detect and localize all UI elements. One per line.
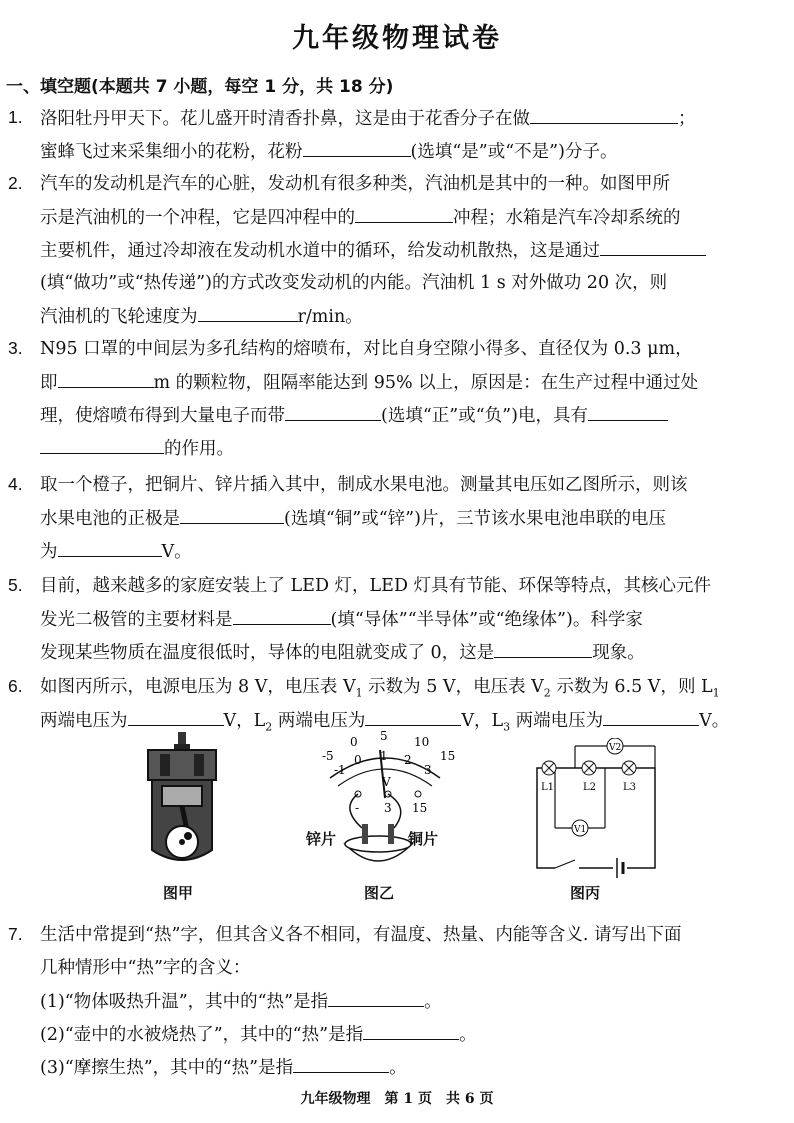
q1-text-2a: 蜜蜂飞过来采集细小的花粉，花粉 <box>40 142 303 162</box>
q7-line-1: 生活中常提到“热”字，但其含义各不相同，有温度、热量、内能等含义. 请写出下面 <box>40 925 682 945</box>
subscript: 2 <box>265 720 273 734</box>
q2-line-2 <box>40 205 681 230</box>
scale-label: 15 <box>440 749 456 763</box>
q3-line-1: N95 口罩的中间层为多孔结构的熔喷布，对比自身空隙小得多、直径仅为 0.3 μm， <box>40 339 693 359</box>
lamp-label: L2 <box>583 782 597 793</box>
voltmeter-v2-label: V2 <box>609 743 622 753</box>
q4-line-3 <box>40 539 192 564</box>
q5-text-3a: 发现某些物质在温度很低时，导体的电阻就变成了 0，这是 <box>40 643 495 663</box>
q3-text-4b: 的作用。 <box>164 439 234 459</box>
answer-blank[interactable] <box>58 539 162 557</box>
q3-text-2b: m 的颗粒物，阻隔率能达到 95% 以上，原因是：在生产过程中通过处 <box>153 373 699 393</box>
answer-blank[interactable] <box>180 506 284 524</box>
answer-blank[interactable] <box>600 238 706 256</box>
answer-blank[interactable] <box>365 708 461 726</box>
answer-blank[interactable] <box>293 1055 389 1073</box>
scale-label: 0 <box>354 753 362 767</box>
q3-text-3b: (选填“正”或“负”)电，具有 <box>381 406 588 426</box>
q7-sub-3 <box>40 1055 407 1080</box>
question-number-2: 2. <box>8 173 23 193</box>
subscript: 1 <box>712 686 720 700</box>
question-number-4: 4. <box>8 474 23 494</box>
answer-blank[interactable] <box>198 304 298 322</box>
q2-text-5a: 汽油机的飞轮速度为 <box>40 307 198 327</box>
section-heading: 一、填空题(本题共 7 小题，每空 1 分，共 18 分) <box>6 77 394 97</box>
circuit-figure <box>525 738 665 878</box>
q3-text-2a: 即 <box>40 373 58 393</box>
q5-line-3 <box>40 640 645 665</box>
q1-text-1a: 洛阳牡丹甲天下。花儿盛开时清香扑鼻，这是由于花香分子在做 <box>40 109 530 129</box>
scale-label: -5 <box>322 749 334 763</box>
q4-text-2b: (选填“铜”或“锌”)片，三节该水果电池串联的电压 <box>284 509 666 529</box>
answer-blank[interactable] <box>530 106 678 124</box>
q3-line-2 <box>40 370 698 395</box>
answer-blank[interactable] <box>588 403 668 421</box>
figure-caption-bing: 图丙 <box>570 884 601 902</box>
page-footer: 九年级物理 第 1 页 共 6 页 <box>300 1091 494 1107</box>
q7-end: 。 <box>459 1025 477 1045</box>
q2-line-1: 汽车的发动机是汽车的心脏，发动机有很多种类，汽油机是其中的一种。如图甲所 <box>40 174 670 194</box>
terminal-label: 15 <box>412 801 428 815</box>
scale-label: 5 <box>380 729 388 743</box>
q7-end: 。 <box>389 1058 407 1078</box>
q1-text-1b: ； <box>678 109 696 129</box>
terminal-label: 3 <box>384 801 392 815</box>
q6-text-2a: 两端电压为 <box>40 711 128 731</box>
q6-text-2c: 两端电压为 <box>272 711 366 731</box>
scale-label: 3 <box>424 763 432 777</box>
answer-blank[interactable] <box>603 708 699 726</box>
q6-text-2d: V，L <box>461 711 504 731</box>
q2-text-2b: 冲程；水箱是汽车冷却系统的 <box>453 208 681 228</box>
voltmeter-figure <box>300 728 470 878</box>
engine-figure <box>130 730 240 872</box>
q6-text-2f: V。 <box>699 711 730 731</box>
q7-sub-2 <box>40 1022 477 1047</box>
q2-line-4: (填“做功”或“热传递”)的方式改变发动机的内能。汽油机 1 s 对外做功 20 次，则 <box>40 273 668 293</box>
answer-blank[interactable] <box>494 640 592 658</box>
q5-line-1: 目前，越来越多的家庭安装上了 LED 灯，LED 灯具有节能、环保等特点，其核心元件 <box>40 576 712 596</box>
voltmeter-v1-label: V1 <box>574 825 587 835</box>
q7-sub-1-text: (1)“物体吸热升温”，其中的“热”是指 <box>40 992 329 1012</box>
q3-line-3 <box>40 403 668 428</box>
q6-text-1b: 示数为 5 V，电压表 V <box>362 677 544 697</box>
voltmeter-label: V <box>382 775 391 789</box>
q1-line-2 <box>40 139 617 164</box>
scale-label: 0 <box>350 735 358 749</box>
q2-line-5 <box>40 304 363 329</box>
subscript: 1 <box>355 686 363 700</box>
q6-line-1 <box>40 675 720 706</box>
q3-line-4 <box>40 436 234 461</box>
q5-text-3b: 现象。 <box>592 643 645 663</box>
answer-blank[interactable] <box>355 205 453 223</box>
scale-label: 2 <box>404 753 412 767</box>
q4-line-2 <box>40 506 666 531</box>
q6-text-1a: 如图丙所示，电源电压为 8 V，电压表 V <box>40 677 356 697</box>
lamp-label: L3 <box>623 782 637 793</box>
q6-text-1c: 示数为 6.5 V，则 L <box>550 677 713 697</box>
scale-label: 10 <box>414 735 430 749</box>
q7-end: 。 <box>424 992 442 1012</box>
q4-text-3b: V。 <box>161 542 192 562</box>
answer-blank[interactable] <box>328 989 424 1007</box>
q5-line-2 <box>40 607 643 632</box>
question-number-5: 5. <box>8 575 23 595</box>
figure-caption-jia: 图甲 <box>163 884 194 902</box>
q2-text-5b: r/min。 <box>297 307 363 327</box>
q1-text-2b: (选填“是”或“不是”)分子。 <box>410 142 618 162</box>
q2-text-2a: 示是汽油机的一个冲程，它是四冲程中的 <box>40 208 355 228</box>
scale-label: -1 <box>334 763 346 777</box>
q2-text-3a: 主要机件，通过冷却液在发动机水道中的循环，给发动机散热，这是通过 <box>40 241 600 261</box>
answer-blank[interactable] <box>233 607 331 625</box>
answer-blank[interactable] <box>363 1022 459 1040</box>
subscript: 2 <box>543 686 551 700</box>
answer-blank[interactable] <box>303 139 411 157</box>
question-number-1: 1. <box>8 107 23 127</box>
q7-line-2: 几种情形中“热”字的含义： <box>40 958 251 978</box>
q5-text-2a: 发光二极管的主要材料是 <box>40 610 233 630</box>
question-number-7: 7. <box>8 924 23 944</box>
scale-label: 1 <box>380 749 388 763</box>
q2-line-3 <box>40 238 706 263</box>
subscript: 3 <box>503 720 511 734</box>
q6-text-2b: V，L <box>223 711 266 731</box>
q4-text-3a: 为 <box>40 542 58 562</box>
q6-text-2e: 两端电压为 <box>510 711 604 731</box>
answer-blank[interactable] <box>40 436 164 454</box>
q3-text-3a: 理，使熔喷布得到大量电子而带 <box>40 406 285 426</box>
q7-sub-2-text: (2)“壶中的水被烧热了”，其中的“热”是指 <box>40 1025 364 1045</box>
answer-blank[interactable] <box>128 708 224 726</box>
answer-blank[interactable] <box>58 370 154 388</box>
q7-sub-3-text: (3)“摩擦生热”，其中的“热”是指 <box>40 1058 294 1078</box>
answer-blank[interactable] <box>285 403 381 421</box>
q4-line-1: 取一个橙子，把铜片、锌片插入其中，制成水果电池。测量其电压如乙图所示，则该 <box>40 475 688 495</box>
page-title: 九年级物理试卷 <box>292 23 502 54</box>
q5-text-2b: (填“导体”“半导体”或“绝缘体”)。科学家 <box>330 610 643 630</box>
figure-caption-yi: 图乙 <box>364 884 395 902</box>
question-number-6: 6. <box>8 676 23 696</box>
terminal-label: - <box>355 801 360 815</box>
q1-line-1 <box>40 106 696 131</box>
lamp-label: L1 <box>541 782 555 793</box>
q7-sub-1 <box>40 989 442 1014</box>
question-number-3: 3. <box>8 338 23 358</box>
q4-text-2a: 水果电池的正极是 <box>40 509 180 529</box>
zinc-label: 锌片 <box>306 830 337 848</box>
copper-label: 铜片 <box>408 830 439 848</box>
